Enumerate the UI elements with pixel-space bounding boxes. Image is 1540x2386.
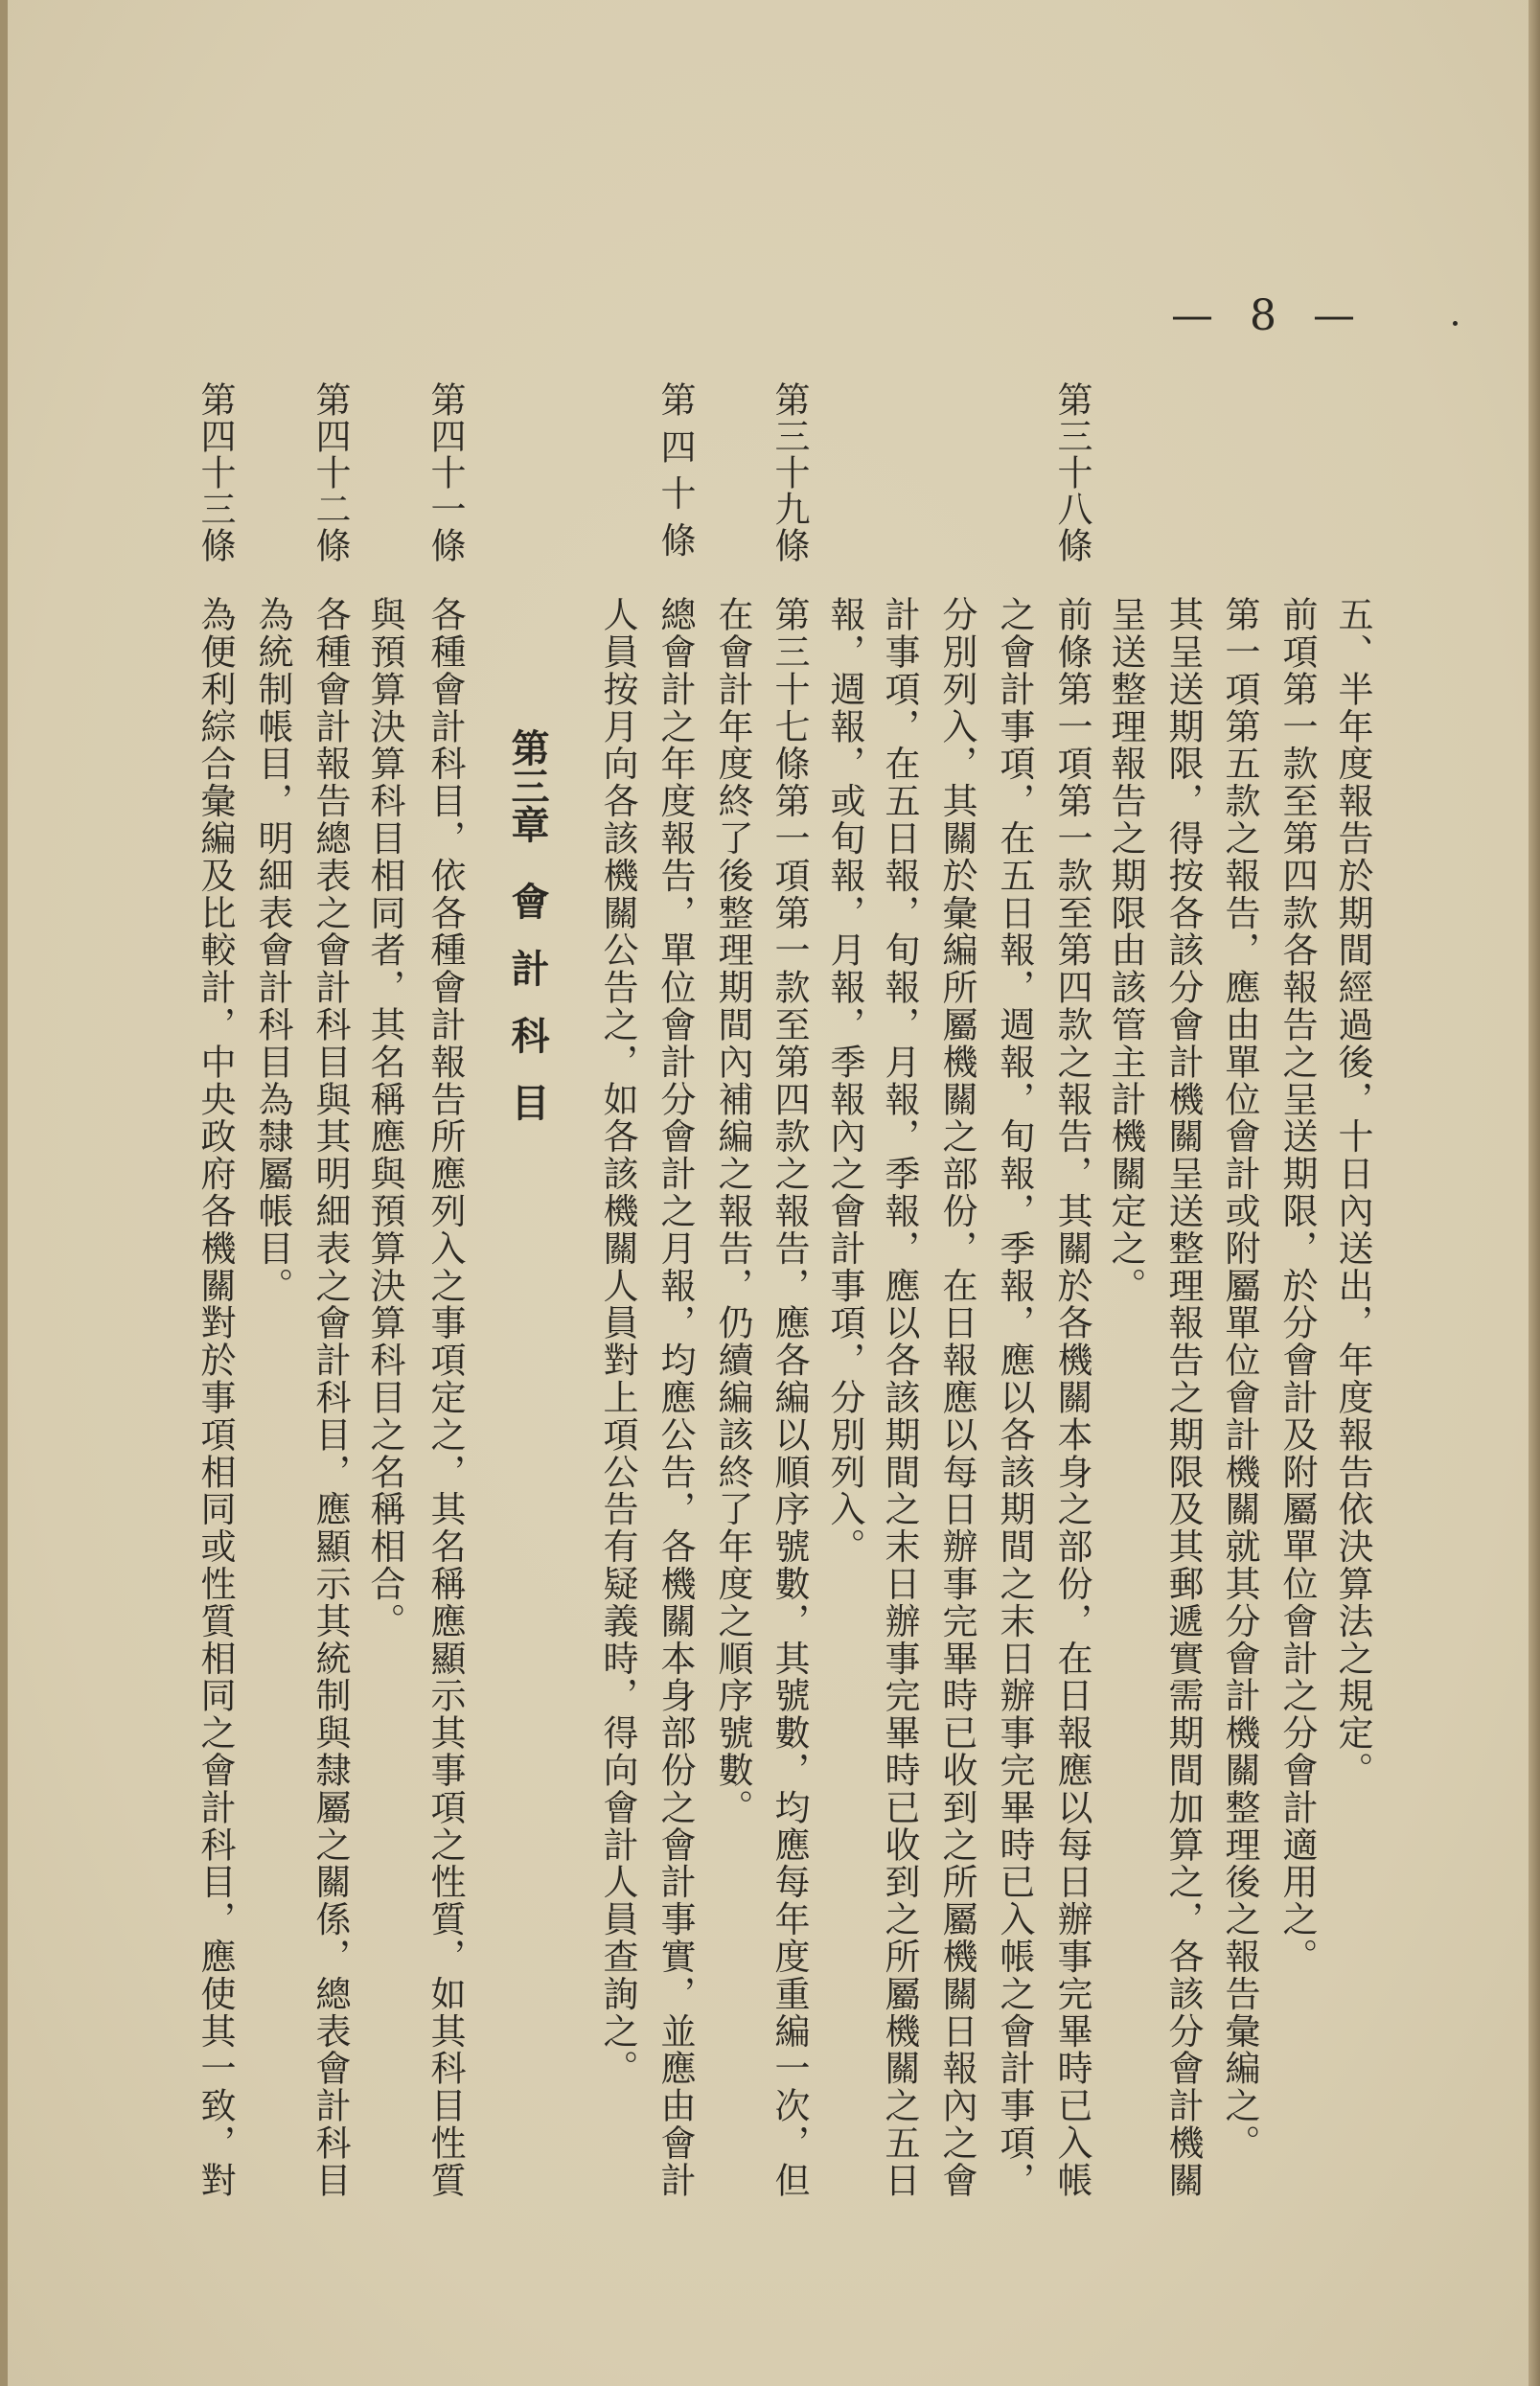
- article-41-text: 各種會計科目，依各種會計報告所應列入之事項定之，其名稱應顯示其事項之性質，如其科目性質: [425, 596, 466, 2199]
- text-column: 五、半年度報告於期間經過後，十日內送出，年度報告依決算法之規定。: [1332, 596, 1373, 1789]
- article-42-text: 為統制帳目，明細表會計科目為隸屬帳目。: [252, 596, 293, 1305]
- chapter-heading: [505, 728, 550, 1150]
- text-column: 前項第一款至第四款各報告之呈送期限，於分會計及附屬單位會計之分會計適用之。: [1276, 596, 1318, 1976]
- page-edge-left: [0, 0, 8, 2386]
- ink-speck: [1453, 321, 1458, 326]
- article-39-text: 第三十七條第一項第一款至第四款之報告，應各編以順序號數，其號數，均應每年度重編一次，但: [769, 596, 810, 2199]
- text-column: 第一項第五款之報告，應由單位會計或附屬單位會計機關就其分會計機關整理後之報告彙編之。: [1219, 596, 1260, 2162]
- article-41-text: 與預算決算科目相同者，其名稱應與預算決算科目之名稱相合。: [364, 596, 405, 1640]
- page-edge-right: [1529, 0, 1540, 2386]
- article-41-label: 第四十一條: [425, 381, 466, 563]
- article-38-label: 第三十八條: [1051, 381, 1092, 563]
- article-40-text: 總會計之年度報告，單位會計分會計之月報，均應公告，各機關本身部份之會計事實，並應由會計: [655, 596, 696, 2199]
- article-39-text: 在會計年度終了後整理期間內補編之報告，仍續編該終了年度之順序號數。: [712, 596, 753, 1826]
- article-40-text: 人員按月向各該機關公告之，如各該機關人員對上項公告有疑義時，得向會計人員查詢之。: [597, 596, 638, 2087]
- article-42-label: 第四十二條: [310, 381, 351, 563]
- text-column: 其呈送期限，得按各該分會計機關呈送整理報告之期限及其郵遞實需期間加算之，各該分會計機關: [1162, 596, 1204, 2199]
- article-42-text: 各種會計報告總表之會計科目與其明細表之會計科目，應顯示其統制與隸屬之關係，總表會計科目: [310, 596, 351, 2199]
- article-38-text: 分別列入，其關於彙編所屬機關之部份，在日報應以每日辦事完畢時已收到之所屬機關日報內之會: [936, 596, 977, 2199]
- article-38-text: 報，週報，或旬報，月報，季報內之會計事項，分別列入。: [824, 596, 865, 1566]
- article-40-label: 第 四 十 條: [655, 381, 696, 558]
- article-38-text: 前條第一項第一款至第四款之報告，其關於各機關本身之部份，在日報應以每日辦事完畢時已入帳: [1051, 596, 1092, 2199]
- article-39-label: 第三十九條: [769, 381, 810, 563]
- text-column: 呈送整理報告之期限由該管主計機關定之。: [1105, 596, 1146, 1305]
- page-number: — 8 —: [1171, 291, 1367, 340]
- article-43-text: 為便利綜合彙編及比較計，中央政府各機關對於事項相同或性質相同之會計科目，應使其一致，對: [195, 596, 236, 2199]
- article-38-text: 計事項，在五日報，旬報，月報，季報，應以各該期間之末日辦事完畢時已收到之所屬機關之五日: [879, 596, 920, 2199]
- article-43-label: 第四十三條: [195, 381, 236, 563]
- chapter-title: 會計科目: [505, 882, 550, 1150]
- chapter-number: 第三章: [505, 728, 550, 843]
- article-38-text: 之會計事項，在五日報，週報，旬報，季報，應以各該期間之末日辦事完畢時已入帳之會計事項，: [994, 596, 1035, 2199]
